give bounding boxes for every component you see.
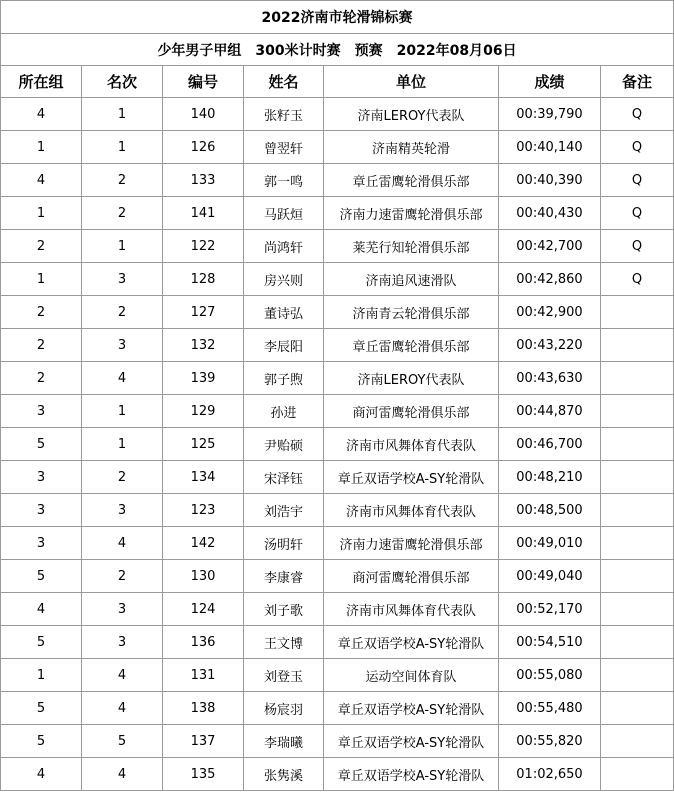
cell-group: 1 — [1, 659, 82, 692]
cell-rank: 1 — [82, 230, 163, 263]
cell-unit: 济南市风舞体育代表队 — [324, 494, 499, 527]
header-name: 姓名 — [244, 66, 324, 98]
cell-group: 4 — [1, 164, 82, 197]
cell-note — [601, 725, 674, 758]
cell-number: 139 — [163, 362, 244, 395]
header-unit: 单位 — [324, 66, 499, 98]
table-row — [1, 296, 674, 329]
cell-result: 00:49,040 — [499, 560, 601, 593]
cell-result: 00:42,900 — [499, 296, 601, 329]
cell-result: 00:49,010 — [499, 527, 601, 560]
cell-unit: 济南力速雷鹰轮滑俱乐部 — [324, 527, 499, 560]
sheet-subtitle: 少年男子甲组 300米计时赛 预赛 2022年08月06日 — [1, 34, 674, 66]
cell-name: 王文博 — [244, 626, 324, 659]
table-row — [1, 494, 674, 527]
cell-group: 2 — [1, 230, 82, 263]
cell-number: 136 — [163, 626, 244, 659]
cell-number: 134 — [163, 461, 244, 494]
cell-rank: 4 — [82, 527, 163, 560]
cell-group: 1 — [1, 131, 82, 164]
cell-group: 1 — [1, 263, 82, 296]
cell-group: 5 — [1, 626, 82, 659]
cell-note — [601, 329, 674, 362]
cell-unit: 济南青云轮滑俱乐部 — [324, 296, 499, 329]
cell-result: 00:43,630 — [499, 362, 601, 395]
cell-name: 尚鸿轩 — [244, 230, 324, 263]
subtitle-row — [1, 34, 674, 66]
table-body — [1, 98, 674, 791]
cell-rank: 4 — [82, 659, 163, 692]
cell-number: 128 — [163, 263, 244, 296]
cell-group: 2 — [1, 296, 82, 329]
cell-name: 刘浩宇 — [244, 494, 324, 527]
cell-group: 3 — [1, 461, 82, 494]
cell-rank: 4 — [82, 692, 163, 725]
cell-unit: 济南LEROY代表队 — [324, 362, 499, 395]
cell-note — [601, 362, 674, 395]
cell-unit: 莱芜行知轮滑俱乐部 — [324, 230, 499, 263]
cell-note: Q — [601, 164, 674, 197]
cell-note — [601, 395, 674, 428]
cell-result: 00:52,170 — [499, 593, 601, 626]
cell-unit: 济南市风舞体育代表队 — [324, 593, 499, 626]
cell-note — [601, 560, 674, 593]
cell-rank: 1 — [82, 395, 163, 428]
cell-number: 122 — [163, 230, 244, 263]
cell-note — [601, 692, 674, 725]
cell-result: 00:48,210 — [499, 461, 601, 494]
cell-unit: 商河雷鹰轮滑俱乐部 — [324, 560, 499, 593]
cell-group: 2 — [1, 362, 82, 395]
cell-note — [601, 494, 674, 527]
cell-number: 141 — [163, 197, 244, 230]
cell-number: 142 — [163, 527, 244, 560]
cell-rank: 1 — [82, 98, 163, 131]
cell-number: 131 — [163, 659, 244, 692]
table-row — [1, 362, 674, 395]
cell-unit: 济南追风速滑队 — [324, 263, 499, 296]
cell-group: 3 — [1, 395, 82, 428]
header-group: 所在组 — [1, 66, 82, 98]
cell-note: Q — [601, 98, 674, 131]
cell-unit: 济南市风舞体育代表队 — [324, 428, 499, 461]
cell-unit: 济南力速雷鹰轮滑俱乐部 — [324, 197, 499, 230]
cell-note — [601, 626, 674, 659]
cell-name: 孙进 — [244, 395, 324, 428]
cell-name: 李辰阳 — [244, 329, 324, 362]
cell-result: 00:48,500 — [499, 494, 601, 527]
cell-number: 138 — [163, 692, 244, 725]
cell-unit: 济南LEROY代表队 — [324, 98, 499, 131]
cell-number: 135 — [163, 758, 244, 791]
table-row — [1, 527, 674, 560]
cell-group: 4 — [1, 98, 82, 131]
cell-name: 李康睿 — [244, 560, 324, 593]
cell-unit: 商河雷鹰轮滑俱乐部 — [324, 395, 499, 428]
table-row — [1, 593, 674, 626]
table-row — [1, 329, 674, 362]
table-row — [1, 263, 674, 296]
cell-result: 00:40,140 — [499, 131, 601, 164]
cell-result: 00:44,870 — [499, 395, 601, 428]
cell-rank: 3 — [82, 329, 163, 362]
cell-name: 刘登玉 — [244, 659, 324, 692]
cell-unit: 章丘双语学校A-SY轮滑队 — [324, 626, 499, 659]
table-row — [1, 692, 674, 725]
cell-unit: 章丘雷鹰轮滑俱乐部 — [324, 164, 499, 197]
cell-number: 126 — [163, 131, 244, 164]
cell-result: 00:54,510 — [499, 626, 601, 659]
cell-rank: 3 — [82, 263, 163, 296]
cell-rank: 2 — [82, 461, 163, 494]
cell-group: 4 — [1, 758, 82, 791]
cell-unit: 运动空间体育队 — [324, 659, 499, 692]
cell-name: 刘子歌 — [244, 593, 324, 626]
cell-number: 130 — [163, 560, 244, 593]
cell-rank: 4 — [82, 362, 163, 395]
cell-number: 140 — [163, 98, 244, 131]
cell-result: 00:39,790 — [499, 98, 601, 131]
cell-rank: 3 — [82, 593, 163, 626]
cell-number: 132 — [163, 329, 244, 362]
cell-name: 曾翌轩 — [244, 131, 324, 164]
cell-group: 1 — [1, 197, 82, 230]
table-row — [1, 758, 674, 791]
cell-name: 马跃烜 — [244, 197, 324, 230]
cell-rank: 2 — [82, 197, 163, 230]
cell-note — [601, 428, 674, 461]
cell-result: 00:46,700 — [499, 428, 601, 461]
cell-group: 5 — [1, 725, 82, 758]
sheet-title: 2022济南市轮滑锦标赛 — [1, 1, 674, 34]
cell-unit: 章丘双语学校A-SY轮滑队 — [324, 758, 499, 791]
cell-rank: 5 — [82, 725, 163, 758]
cell-result: 00:40,390 — [499, 164, 601, 197]
cell-name: 尹贻硕 — [244, 428, 324, 461]
cell-result: 00:40,430 — [499, 197, 601, 230]
cell-name: 宋泽钰 — [244, 461, 324, 494]
table-row — [1, 197, 674, 230]
cell-result: 00:55,080 — [499, 659, 601, 692]
cell-unit: 章丘双语学校A-SY轮滑队 — [324, 461, 499, 494]
cell-unit: 章丘双语学校A-SY轮滑队 — [324, 725, 499, 758]
cell-group: 5 — [1, 428, 82, 461]
cell-note — [601, 593, 674, 626]
table-row — [1, 461, 674, 494]
cell-name: 张籽玉 — [244, 98, 324, 131]
cell-unit: 章丘双语学校A-SY轮滑队 — [324, 692, 499, 725]
cell-note: Q — [601, 230, 674, 263]
cell-note — [601, 758, 674, 791]
cell-result: 00:42,700 — [499, 230, 601, 263]
header-rank: 名次 — [82, 66, 163, 98]
cell-rank: 3 — [82, 626, 163, 659]
cell-name: 汤明轩 — [244, 527, 324, 560]
cell-rank: 2 — [82, 164, 163, 197]
table-row — [1, 560, 674, 593]
cell-number: 137 — [163, 725, 244, 758]
cell-name: 房兴则 — [244, 263, 324, 296]
cell-unit: 济南精英轮滑 — [324, 131, 499, 164]
cell-rank: 3 — [82, 494, 163, 527]
table-row — [1, 428, 674, 461]
table-row — [1, 164, 674, 197]
header-row — [1, 66, 674, 98]
cell-rank: 1 — [82, 131, 163, 164]
cell-result: 01:02,650 — [499, 758, 601, 791]
cell-rank: 4 — [82, 758, 163, 791]
table-row — [1, 131, 674, 164]
cell-note: Q — [601, 263, 674, 296]
cell-name: 杨宸羽 — [244, 692, 324, 725]
cell-group: 5 — [1, 692, 82, 725]
cell-note — [601, 296, 674, 329]
cell-name: 李瑞曦 — [244, 725, 324, 758]
table-row — [1, 626, 674, 659]
cell-name: 张隽溪 — [244, 758, 324, 791]
cell-group: 3 — [1, 527, 82, 560]
cell-result: 00:42,860 — [499, 263, 601, 296]
cell-group: 3 — [1, 494, 82, 527]
cell-number: 124 — [163, 593, 244, 626]
cell-group: 4 — [1, 593, 82, 626]
cell-name: 董诗弘 — [244, 296, 324, 329]
table-row — [1, 98, 674, 131]
header-result: 成绩 — [499, 66, 601, 98]
header-note: 备注 — [601, 66, 674, 98]
cell-name: 郭子煦 — [244, 362, 324, 395]
cell-result: 00:55,480 — [499, 692, 601, 725]
cell-note — [601, 461, 674, 494]
cell-rank: 2 — [82, 296, 163, 329]
header-number: 编号 — [163, 66, 244, 98]
cell-note: Q — [601, 131, 674, 164]
cell-number: 133 — [163, 164, 244, 197]
cell-group: 5 — [1, 560, 82, 593]
cell-number: 125 — [163, 428, 244, 461]
cell-rank: 2 — [82, 560, 163, 593]
table-row — [1, 395, 674, 428]
cell-unit: 章丘雷鹰轮滑俱乐部 — [324, 329, 499, 362]
cell-result: 00:55,820 — [499, 725, 601, 758]
table-row — [1, 659, 674, 692]
cell-note — [601, 659, 674, 692]
cell-result: 00:43,220 — [499, 329, 601, 362]
table-row — [1, 725, 674, 758]
cell-group: 2 — [1, 329, 82, 362]
cell-number: 127 — [163, 296, 244, 329]
cell-rank: 1 — [82, 428, 163, 461]
table-row — [1, 230, 674, 263]
cell-note: Q — [601, 197, 674, 230]
cell-number: 129 — [163, 395, 244, 428]
cell-note — [601, 527, 674, 560]
cell-number: 123 — [163, 494, 244, 527]
title-row — [1, 1, 674, 34]
cell-name: 郭一鸣 — [244, 164, 324, 197]
